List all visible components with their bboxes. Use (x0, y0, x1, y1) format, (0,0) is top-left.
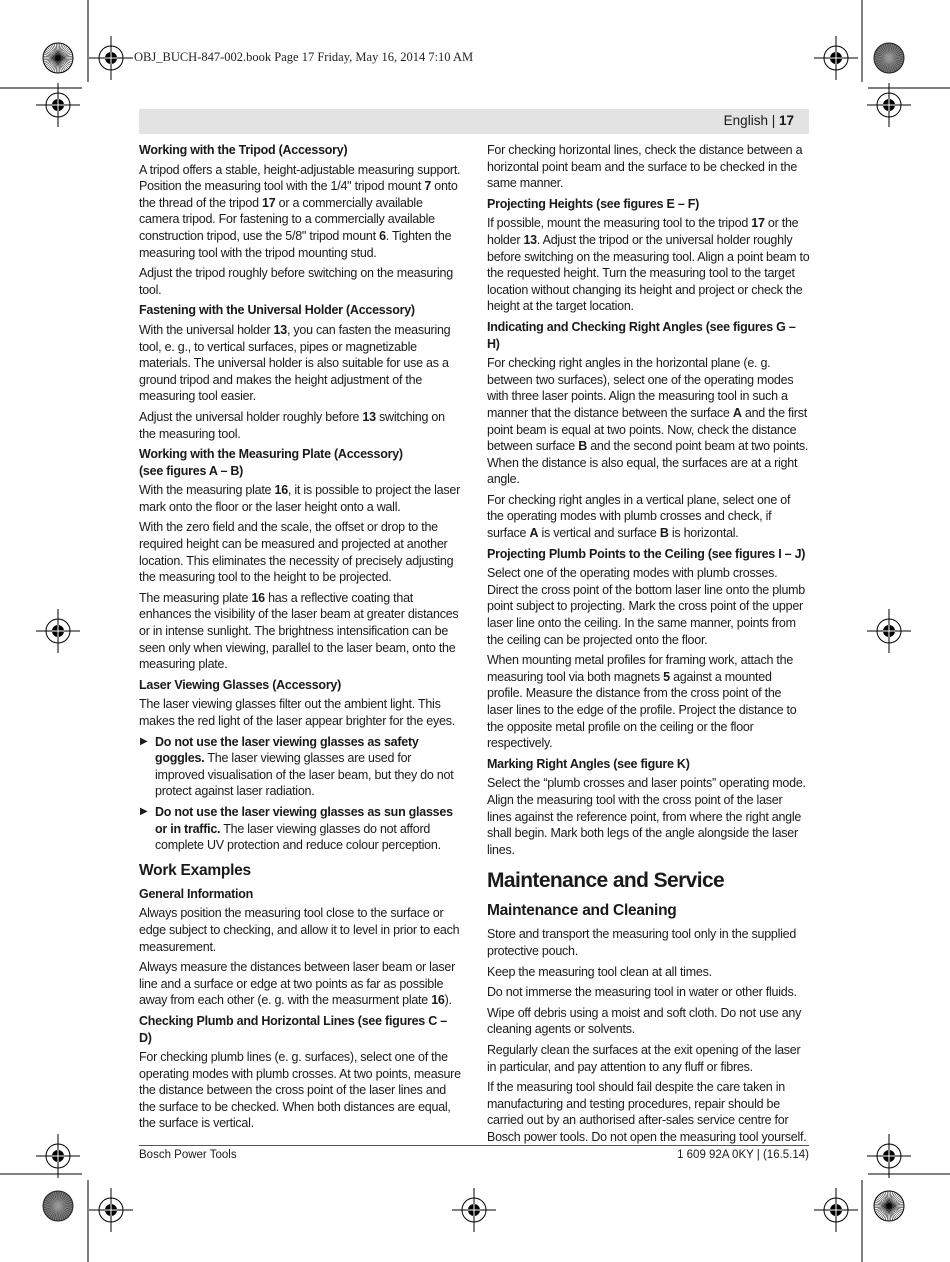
footer-doc-number: 1 609 92A 0KY | (16.5.14) (677, 1149, 809, 1161)
registration-target (867, 609, 911, 653)
holder-heading: Fastening with the Universal Holder (Accessory) (139, 303, 415, 318)
cleaning-paragraph-5: Regularly clean the surfaces at the exit opening of the laser in particular, and pay attention to any fluff or fibres. (487, 1042, 801, 1074)
plumb-paragraph: For checking plumb lines (e. g. surfaces), select one of the operating modes with plumb crosses. At two points, measure the distance between the cross point of the laser lines and the surface to be checked. When both distances are equal, the surface is vertical. (139, 1050, 461, 1131)
holder-paragraph: With the universal holder 13, you can fasten the measuring tool, e. g., to vertical surfaces, pipes or magnetizable materials. The universal holder is also suitable for use as a ground tripod and makes the height adjustment of the measuring tool easier. (139, 322, 451, 404)
cleaning-paragraph-3: Do not immerse the measuring tool in water or other fluids. (487, 985, 797, 1000)
tripod-heading: Working with the Tripod (Accessory) (139, 143, 348, 157)
heights-heading: Projecting Heights (see figures E – F) (487, 196, 700, 211)
marking-paragraph: Select the “plumb crosses and laser points” operating mode. Align the measuring tool with the cross point of the laser lines against the reference point, from where the right angle shall begin. Mark both legs of the angle alongside the laser lines. (487, 776, 806, 857)
page-header-band (139, 109, 809, 134)
bullet-arrow-icon: ▶ (140, 735, 148, 747)
angles-heading: Indicating and Checking Right Angles (see figures G – H) (487, 319, 796, 351)
registration-target (89, 36, 133, 80)
header-language: English (723, 113, 768, 128)
registration-target (89, 1188, 133, 1232)
right-column (487, 142, 810, 1149)
glasses-paragraph: The laser viewing glasses filter out the ambient light. This makes the red light of the laser appear brighter for the eyes. (139, 697, 455, 728)
registration-target (814, 1188, 858, 1232)
holder-adjust-paragraph: Adjust the universal holder roughly before 13 switching on the measuring tool. (139, 409, 445, 441)
work-examples-heading: Work Examples (139, 861, 251, 879)
cleaning-paragraph-2: Keep the measuring tool clean at all times. (487, 964, 712, 979)
heights-paragraph: If possible, mount the measuring tool to the tripod 17 or the holder 13. Adjust the tripod or the universal holder roughly before switching on the measuring tool. Align a point beam to the requested height. Turn the measuring tool to the target location without changing its height and project or check the height at the target location. (487, 216, 810, 314)
registration-target (36, 609, 80, 653)
registration-target (36, 83, 80, 127)
cleaning-paragraph-1: Store and transport the measuring tool only in the supplied protective pouch. (487, 927, 797, 958)
footer-rule (139, 1145, 809, 1146)
bullet-arrow-icon: ▶ (140, 805, 148, 817)
registration-target (867, 83, 911, 127)
warning-bullet: ▶ Do not use the laser viewing glasses as sun glasses or in traffic. The laser viewing glasses do not afford complete UV protection and reduce colour perception. (140, 804, 453, 853)
plate-paragraph-1: With the measuring plate 16, it is possible to project the laser mark onto the floor or the laser height onto a wall. (139, 483, 460, 514)
plate-heading: Working with the Measuring Plate (Accessory) (see figures A – B) (139, 447, 403, 478)
cleaning-paragraph-6: If the measuring tool should fail despite the care taken in manufacturing and testing procedures, repair should be carried out by an authorised after-sales service centre for Bosch power tools. Do not open the measuring tool yourself. (487, 1080, 807, 1144)
ceiling-paragraph-2: When mounting metal profiles for framing work, attach the measuring tool via both magnets 5 against a mounted profile. Measure the distance from the cross point of the laser lines to the edge of the profile. Project the distance to the opposite metal profile on the ceiling or the floor respectively. (487, 653, 797, 751)
ceiling-paragraph-1: Select one of the operating modes with plumb crosses. Direct the cross point of the bottom laser line onto the plumb point subject to projecting. Mark the cross point of the upper laser line onto the ceiling. In the same manner, points from the ceiling can be projected onto the floor. (487, 566, 806, 647)
footer-brand: Bosch Power Tools (139, 1149, 237, 1161)
general-paragraph-2: Always measure the distances between laser beam or laser line and a surface or edge at two points as far as possible away from each other (e. g. with the measurment plate 16). (139, 960, 456, 1008)
general-paragraph-1: Always position the measuring tool close to the surface or edge subject to checking, and allow it to level in prior to each measurement. (139, 906, 460, 954)
maintenance-heading: Maintenance and Service (487, 869, 725, 893)
cleaning-heading: Maintenance and Cleaning (487, 902, 677, 920)
registration-target (36, 1134, 80, 1178)
registration-wheel-top-left (43, 43, 73, 73)
print-slug: OBJ_BUCH-847-002.book Page 17 Friday, May 16, 2014 7:10 AM (134, 50, 474, 64)
angles-paragraph-2: For checking right angles in a vertical plane, select one of the operating modes with plumb crosses and check, if surface A is vertical and surface B is horizontal. (487, 492, 791, 541)
plate-paragraph-2: With the zero field and the scale, the offset or drop to the required height can be measured and projected at another location. This eliminates the necessity of precisely adjusting the measuring tool to the height to be projected. (139, 520, 454, 585)
marking-heading: Marking Right Angles (see figure K) (487, 756, 690, 771)
registration-wheel-bottom-right (874, 1191, 904, 1221)
general-heading: General Information (139, 886, 254, 901)
page-number: 17 (778, 113, 794, 128)
angles-paragraph-1: For checking right angles in the horizontal plane (e. g. between two surfaces), select one of the operating modes with three laser points. Align the measuring tool in such a manner that the distance between the surface A and the first point beam is equal at two points. Now, check the distance between surface B and the second point beam at two points. When the distance is also equal, the surfaces are at a right angle. (487, 356, 809, 487)
tripod-paragraph: A tripod offers a stable, height-adjustable measuring support. Position the measuring tool with the 1/4" tripod mount 7 onto the thread of the tripod 17 or a commercially available camera tripod. For fastening to a commercially available construction tripod, use the 5/8" tripod mount 6. Tighten the measuring tool with the tripod mounting stud. (139, 162, 461, 260)
glasses-heading: Laser Viewing Glasses (Accessory) (139, 677, 342, 692)
horizontal-paragraph: For checking horizontal lines, check the distance between a horizontal point beam and the surface to be checked in the same manner. (487, 143, 803, 191)
page-header: English | 17 (723, 113, 794, 128)
plate-paragraph-3: The measuring plate 16 has a reflective coating that enhances the visibility of the laser beam at greater distances or in intense sunlight. The brightness intensification can be seen only when viewing, parallel to the laser beam, onto the measuring plate. (139, 590, 459, 672)
tripod-adjust-paragraph: Adjust the tripod roughly before switching on the measuring tool. (139, 266, 453, 297)
warning-bullet: ▶ Do not use the laser viewing glasses as safety goggles. The laser viewing glasses are used for improved visualisation of the laser beam, but they do not protect against laser radiation. (140, 734, 454, 799)
registration-wheel-bottom-left (43, 1191, 73, 1221)
registration-target (814, 36, 858, 80)
registration-wheel-top-right (874, 43, 904, 73)
ceiling-heading: Projecting Plumb Points to the Ceiling (see figures I – J) (487, 546, 806, 561)
cleaning-paragraph-4: Wipe off debris using a moist and soft cloth. Do not use any cleaning agents or solvents. (487, 1005, 802, 1037)
registration-target (452, 1188, 496, 1232)
registration-target (867, 1134, 911, 1178)
left-column (139, 142, 462, 1136)
plumb-heading: Checking Plumb and Horizontal Lines (see figures C – D) (139, 1013, 447, 1045)
